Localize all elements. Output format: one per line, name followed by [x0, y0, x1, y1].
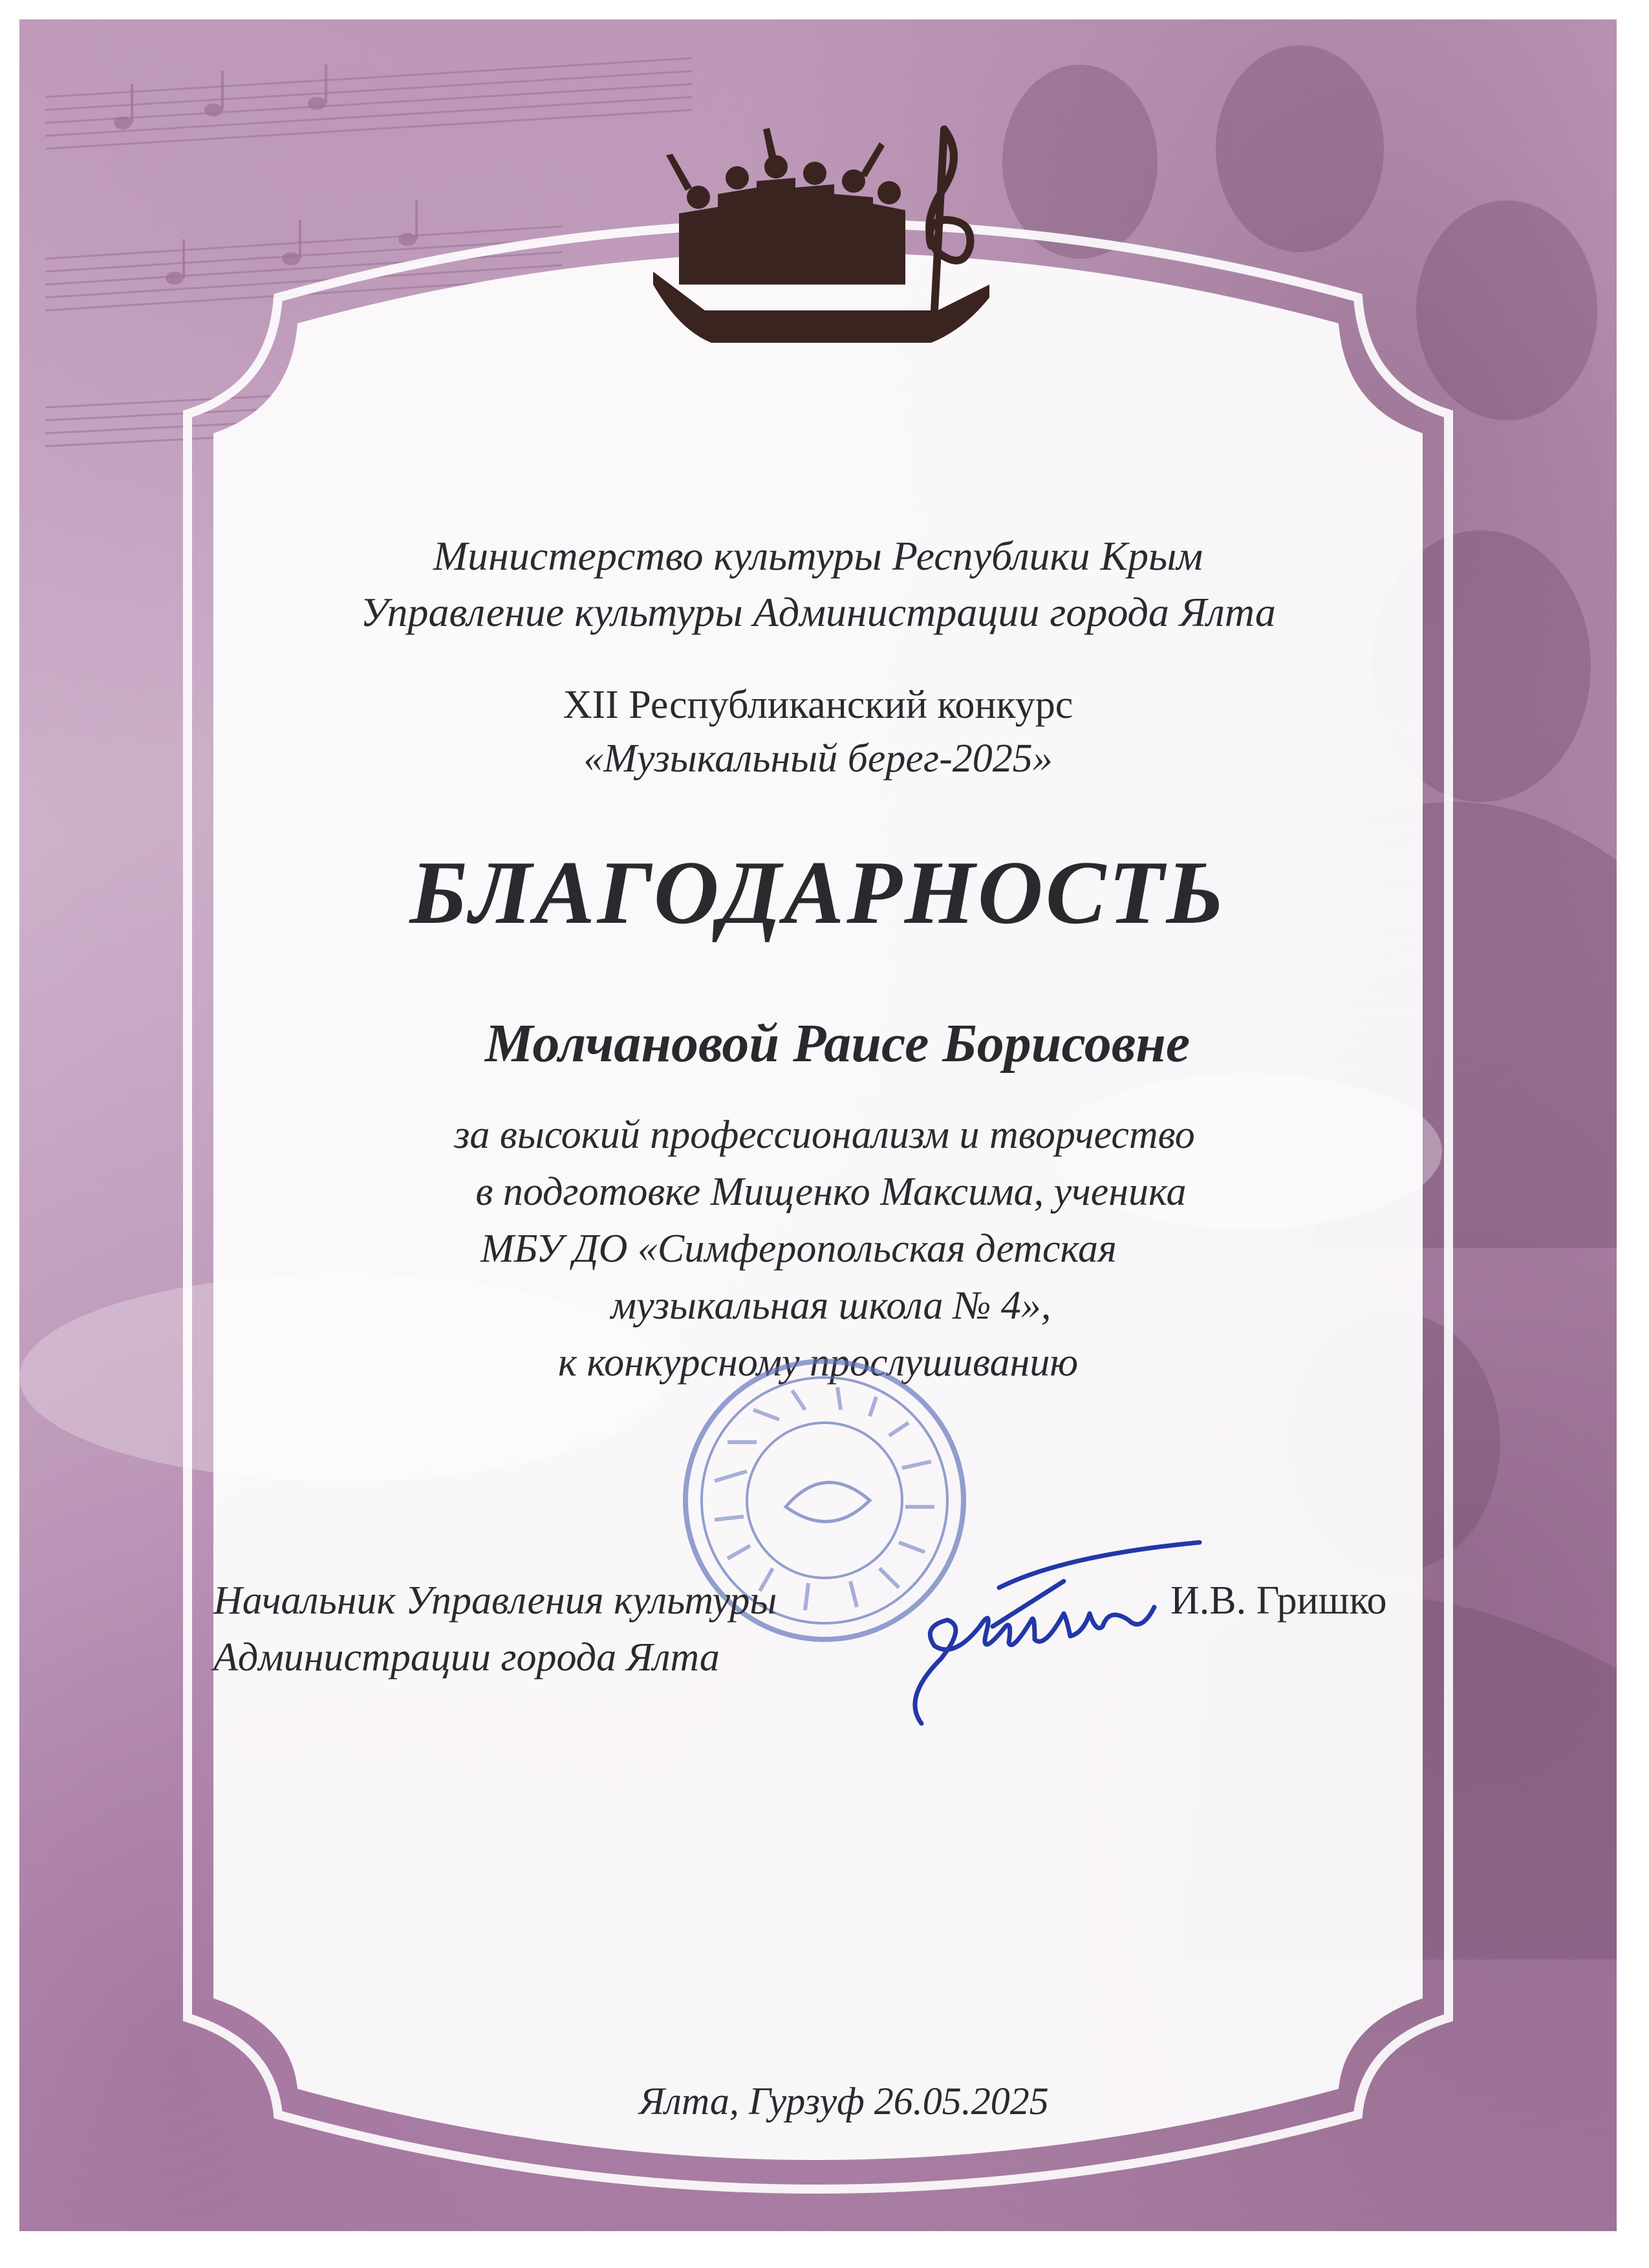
contest-line-1: XII Республиканский конкурс — [563, 683, 1073, 727]
reason-line-4: музыкальная школа № 4», — [610, 1284, 1051, 1328]
certificate-sheet — [19, 19, 1617, 2231]
signatory-title-line-1: Начальник Управления культуры — [213, 1579, 777, 1623]
reason-line-2: в подготовке Мищенко Максима, ученика — [475, 1170, 1187, 1214]
signature-icon — [896, 1529, 1206, 1743]
contest-logo-icon — [640, 116, 1002, 388]
reason-line-1: за высокий профессионализм и творчество — [454, 1113, 1195, 1157]
ministry-line-1: Министерство культуры Республики Крым — [433, 533, 1203, 579]
place-and-date: Ялта, Гурзуф 26.05.2025 — [639, 2080, 1049, 2122]
ministry-line-2: Управление культуры Администрации города Ялта — [360, 589, 1276, 635]
signatory-title-line-2: Администрации города Ялта — [213, 1636, 720, 1679]
recipient-name: Молчановой Раисе Борисовне — [484, 1013, 1191, 1074]
signatory-name: И.В. Гришко — [1170, 1579, 1387, 1623]
contest-line-2: «Музыкальный берег-2025» — [583, 737, 1053, 781]
reason-line-3: МБУ ДО «Симферопольская детская — [480, 1227, 1117, 1271]
certificate-heading: БЛАГОДАРНОСТЬ — [409, 843, 1227, 943]
reason-line-5: к конкурсному прослушиванию — [557, 1341, 1079, 1385]
